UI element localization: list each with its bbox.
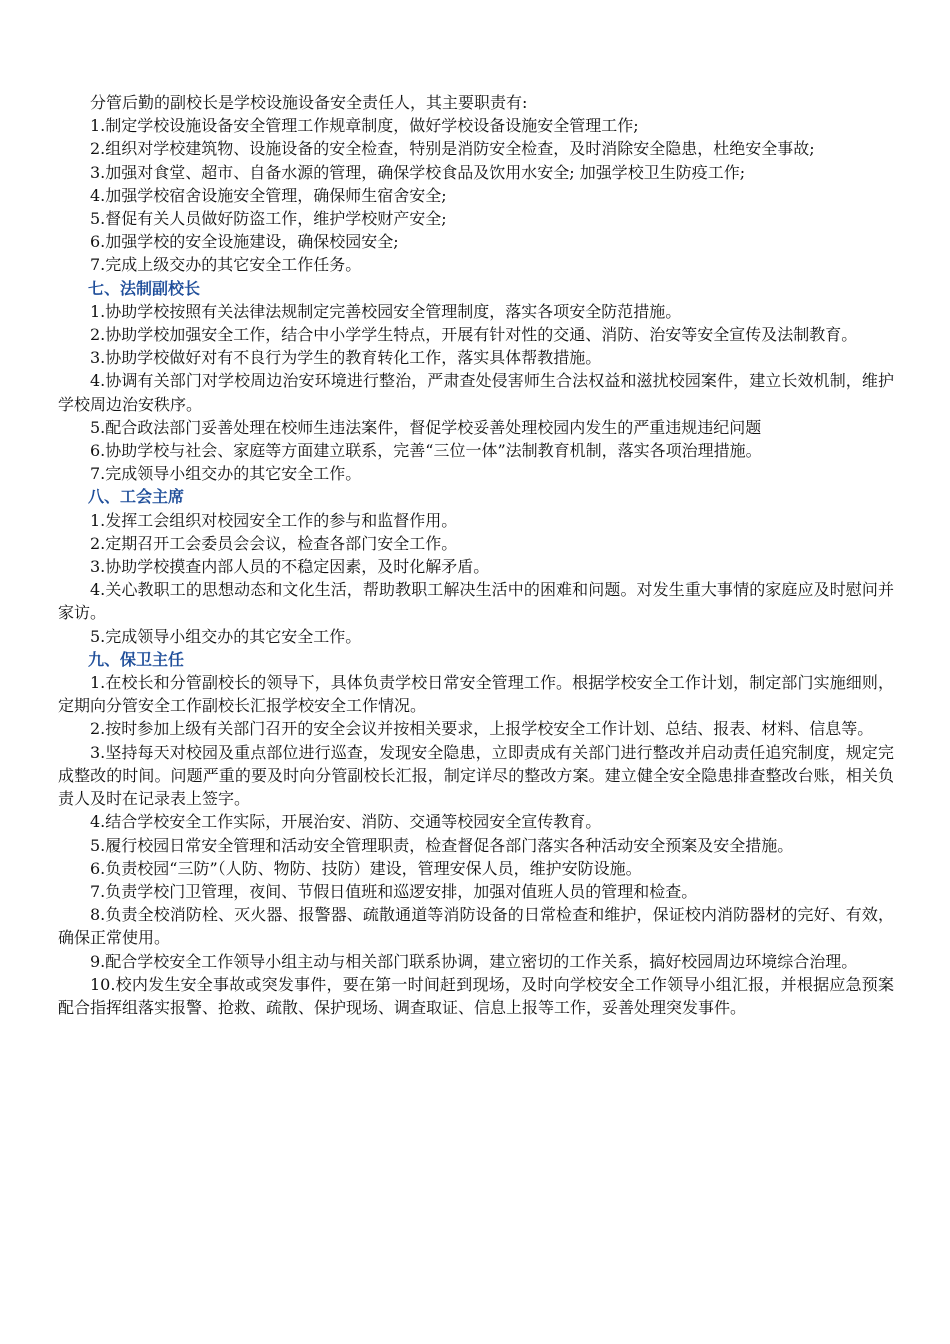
section-item: 1.在校长和分管副校长的领导下，具体负责学校日常安全管理工作。根据学校安全工作计划，制定部门实施细则，定期向分管安全工作副校长汇报学校安全工作情况。 [58,673,894,716]
section-item: 4.协调有关部门对学校周边治安环境进行整治，严肃查处侵害师生合法权益和滋扰校园案件，建立长效机制，维护学校周边治安秩序。 [58,371,894,414]
section-item: 6.协助学校与社会、家庭等方面建立联系，完善“三位一体”法制教育机制，落实各项治理措施。 [90,441,762,461]
intro-item: 5.督促有关人员做好防盗工作，维护学校财产安全; [90,209,447,229]
section-item: 1.发挥工会组织对校园安全工作的参与和监督作用。 [90,510,458,530]
section-item: 5.完成领导小组交办的其它安全工作。 [90,626,362,646]
section-item: 5.履行校园日常安全管理和活动安全管理职责，检查督促各部门落实各种活动安全预案及安全措施。 [90,835,794,855]
section-heading: 九、保卫主任 [88,649,185,669]
section-item: 2.定期召开工会委员会会议，检查各部门安全工作。 [90,533,458,553]
intro-item: 2.组织对学校建筑物、设施设备的安全检查，特别是消防安全检查，及时消除安全隐患，杜绝安全事故; [90,139,815,159]
section-heading: 八、工会主席 [88,487,185,507]
section-legal-vice-principal [58,277,894,486]
document-body [58,91,894,1019]
section-item: 3.协助学校做好对有不良行为学生的教育转化工作，落实具体帮教措施。 [90,348,602,368]
intro-item: 3.加强对食堂、超市、自备水源的管理，确保学校食品及饮用水安全; 加强学校卫生防疫工作; [90,162,746,182]
section-item: 4.结合学校安全工作实际，开展治安、消防、交通等校园安全宣传教育。 [90,812,602,832]
section-item: 3.协助学校摸查内部人员的不稳定因素，及时化解矛盾。 [90,557,490,577]
intro-item: 1.制定学校设施设备安全管理工作规章制度，做好学校设备设施安全管理工作; [90,116,639,136]
section-item: 7.负责学校门卫管理，夜间、节假日值班和巡逻安排，加强对值班人员的管理和检查。 [90,881,698,901]
section-item: 10.校内发生安全事故或突发事件，要在第一时间赶到现场，及时向学校安全工作领导小组汇报，并根据应急预案配合指挥组落实报警、抢救、疏散、保护现场、调查取证、信息上报等工作，妥善处理突发事件。 [58,974,894,1017]
section-item: 9.配合学校安全工作领导小组主动与相关部门联系协调，建立密切的工作关系，搞好校园周边环境综合治理。 [90,951,858,971]
section-item: 8.负责全校消防栓、灭火器、报警器、疏散通道等消防设备的日常检查和维护，保证校内消防器材的完好、有效，确保正常使用。 [58,905,894,948]
section-item: 6.负责校园“三防”（人防、物防、技防）建设，管理安保人员，维护安防设施。 [90,858,642,878]
section-item: 1.协助学校按照有关法律法规制定完善校园安全管理制度，落实各项安全防范措施。 [90,301,682,321]
intro-item: 6.加强学校的安全设施建设，确保校园安全; [90,232,399,252]
section-heading: 七、法制副校长 [88,278,201,298]
section-item: 5.配合政法部门妥善处理在校师生违法案件，督促学校妥善处理校园内发生的严重违规违纪问题 [90,417,762,437]
section-security-director [58,648,894,1019]
intro-item: 7.完成上级交办的其它安全工作任务。 [90,255,362,275]
section-item: 4.关心教职工的思想动态和文化生活，帮助教职工解决生活中的困难和问题。对发生重大事情的家庭应及时慰问并家访。 [58,580,894,623]
section-union-chair [58,485,894,647]
section-item: 7.完成领导小组交办的其它安全工作。 [90,464,362,484]
intro-paragraph: 分管后勤的副校长是学校设施设备安全责任人，其主要职责有: [90,93,528,112]
intro-item: 4.加强学校宿舍设施安全管理，确保师生宿舍安全; [90,185,447,205]
section-item: 2.协助学校加强安全工作，结合中小学学生特点，开展有针对性的交通、消防、治安等安全宣传及法制教育。 [90,325,858,345]
section-item: 3.坚持每天对校园及重点部位进行巡查，发现安全隐患，立即责成有关部门进行整改并启动责任追究制度，规定完成整改的时间。问题严重的要及时向分管副校长汇报，制定详尽的整改方案。建立健全安全隐患排查整改台账，相关负责人及时在记录表上签字。 [58,742,894,809]
section-item: 2.按时参加上级有关部门召开的安全会议并按相关要求，上报学校安全工作计划、总结、报表、材料、信息等。 [90,719,874,739]
